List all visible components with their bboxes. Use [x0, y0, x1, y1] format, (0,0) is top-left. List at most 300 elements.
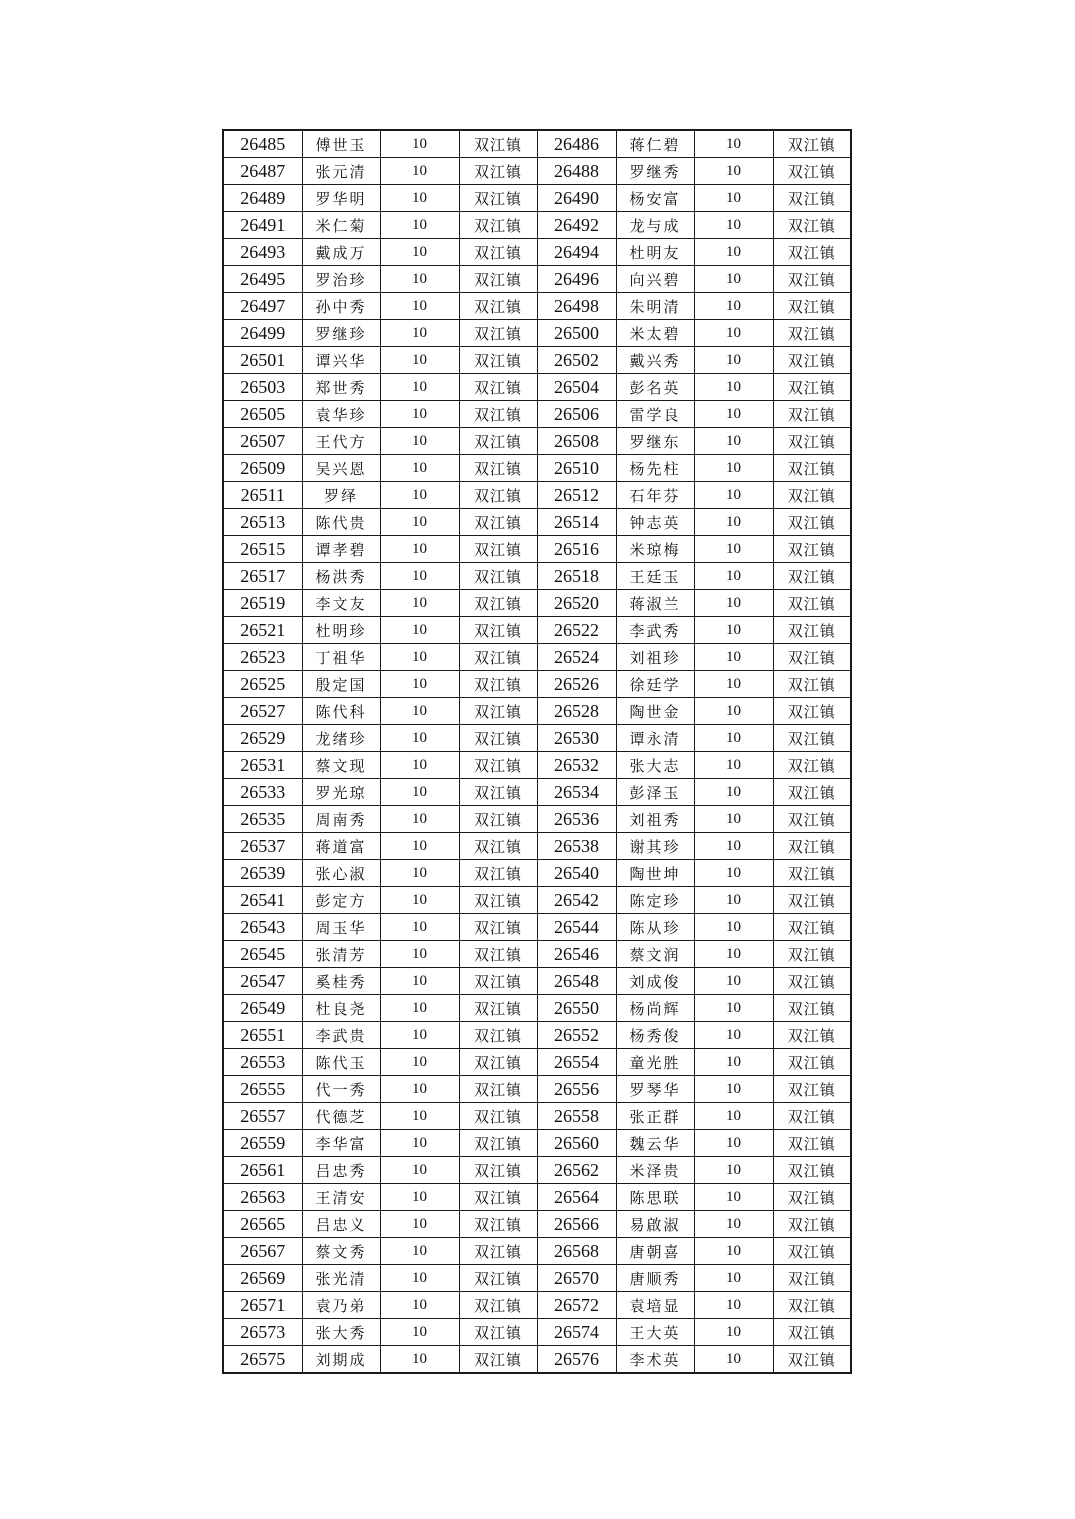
record-number-cell: 26524 — [537, 644, 616, 671]
town-name-cell: 双江镇 — [459, 1292, 537, 1319]
amount-cell: 10 — [694, 1049, 773, 1076]
town-name-cell: 双江镇 — [459, 266, 537, 293]
town-name-cell: 双江镇 — [459, 130, 537, 158]
amount-cell: 10 — [380, 887, 459, 914]
record-number-cell: 26568 — [537, 1238, 616, 1265]
amount-cell: 10 — [380, 914, 459, 941]
town-name-cell: 双江镇 — [773, 455, 851, 482]
person-name-cell: 王大英 — [616, 1319, 694, 1346]
record-number-cell: 26493 — [223, 239, 302, 266]
town-name-cell: 双江镇 — [459, 1049, 537, 1076]
record-number-cell: 26575 — [223, 1346, 302, 1374]
person-name-cell: 蒋淑兰 — [616, 590, 694, 617]
amount-cell: 10 — [694, 536, 773, 563]
town-name-cell: 双江镇 — [459, 671, 537, 698]
record-number-cell: 26528 — [537, 698, 616, 725]
person-name-cell: 陶世金 — [616, 698, 694, 725]
record-number-cell: 26541 — [223, 887, 302, 914]
person-name-cell: 龙与成 — [616, 212, 694, 239]
table-row — [223, 1265, 851, 1292]
amount-cell: 10 — [380, 320, 459, 347]
person-name-cell: 罗继秀 — [616, 158, 694, 185]
town-name-cell: 双江镇 — [459, 158, 537, 185]
amount-cell: 10 — [694, 1022, 773, 1049]
record-number-cell: 26542 — [537, 887, 616, 914]
amount-cell: 10 — [380, 1211, 459, 1238]
record-number-cell: 26545 — [223, 941, 302, 968]
town-name-cell: 双江镇 — [773, 130, 851, 158]
person-name-cell: 张光清 — [302, 1265, 380, 1292]
record-number-cell: 26529 — [223, 725, 302, 752]
person-name-cell: 罗光琼 — [302, 779, 380, 806]
town-name-cell: 双江镇 — [773, 1184, 851, 1211]
amount-cell: 10 — [380, 455, 459, 482]
table-row — [223, 482, 851, 509]
record-number-cell: 26494 — [537, 239, 616, 266]
record-number-cell: 26544 — [537, 914, 616, 941]
amount-cell: 10 — [694, 482, 773, 509]
amount-cell: 10 — [694, 212, 773, 239]
person-name-cell: 蒋道富 — [302, 833, 380, 860]
amount-cell: 10 — [694, 509, 773, 536]
amount-cell: 10 — [694, 806, 773, 833]
amount-cell: 10 — [380, 293, 459, 320]
person-name-cell: 彭定方 — [302, 887, 380, 914]
town-name-cell: 双江镇 — [773, 185, 851, 212]
town-name-cell: 双江镇 — [773, 212, 851, 239]
person-name-cell: 刘成俊 — [616, 968, 694, 995]
person-name-cell: 张大秀 — [302, 1319, 380, 1346]
town-name-cell: 双江镇 — [459, 212, 537, 239]
town-name-cell: 双江镇 — [459, 1076, 537, 1103]
table-row — [223, 1076, 851, 1103]
town-name-cell: 双江镇 — [773, 617, 851, 644]
table-row — [223, 887, 851, 914]
town-name-cell: 双江镇 — [773, 779, 851, 806]
town-name-cell: 双江镇 — [459, 590, 537, 617]
town-name-cell: 双江镇 — [773, 1238, 851, 1265]
record-number-cell: 26536 — [537, 806, 616, 833]
person-name-cell: 彭名英 — [616, 374, 694, 401]
table-row — [223, 239, 851, 266]
table-row — [223, 941, 851, 968]
amount-cell: 10 — [694, 671, 773, 698]
amount-cell: 10 — [694, 644, 773, 671]
record-number-cell: 26573 — [223, 1319, 302, 1346]
amount-cell: 10 — [380, 1103, 459, 1130]
town-name-cell: 双江镇 — [459, 1346, 537, 1374]
table-row — [223, 590, 851, 617]
record-number-cell: 26553 — [223, 1049, 302, 1076]
table-row — [223, 644, 851, 671]
table-row — [223, 1319, 851, 1346]
person-name-cell: 杨安富 — [616, 185, 694, 212]
record-number-cell: 26548 — [537, 968, 616, 995]
person-name-cell: 陈代贵 — [302, 509, 380, 536]
town-name-cell: 双江镇 — [459, 293, 537, 320]
town-name-cell: 双江镇 — [459, 914, 537, 941]
amount-cell: 10 — [380, 617, 459, 644]
record-number-cell: 26519 — [223, 590, 302, 617]
person-name-cell: 谭兴华 — [302, 347, 380, 374]
person-name-cell: 张心淑 — [302, 860, 380, 887]
town-name-cell: 双江镇 — [773, 887, 851, 914]
person-name-cell: 殷定国 — [302, 671, 380, 698]
amount-cell: 10 — [694, 1130, 773, 1157]
person-name-cell: 陈定珍 — [616, 887, 694, 914]
town-name-cell: 双江镇 — [773, 644, 851, 671]
person-name-cell: 罗绎 — [302, 482, 380, 509]
amount-cell: 10 — [380, 563, 459, 590]
person-name-cell: 米琼梅 — [616, 536, 694, 563]
town-name-cell: 双江镇 — [773, 266, 851, 293]
town-name-cell: 双江镇 — [459, 833, 537, 860]
table-row — [223, 752, 851, 779]
town-name-cell: 双江镇 — [773, 914, 851, 941]
amount-cell: 10 — [694, 752, 773, 779]
table-row — [223, 1049, 851, 1076]
town-name-cell: 双江镇 — [773, 1130, 851, 1157]
town-name-cell: 双江镇 — [773, 1292, 851, 1319]
town-name-cell: 双江镇 — [773, 833, 851, 860]
amount-cell: 10 — [380, 590, 459, 617]
person-name-cell: 刘祖珍 — [616, 644, 694, 671]
person-name-cell: 罗继珍 — [302, 320, 380, 347]
person-name-cell: 杜良尧 — [302, 995, 380, 1022]
amount-cell: 10 — [380, 1022, 459, 1049]
record-number-cell: 26540 — [537, 860, 616, 887]
amount-cell: 10 — [694, 914, 773, 941]
record-number-cell: 26520 — [537, 590, 616, 617]
person-name-cell: 罗华明 — [302, 185, 380, 212]
record-number-cell: 26551 — [223, 1022, 302, 1049]
town-name-cell: 双江镇 — [459, 185, 537, 212]
person-name-cell: 易啟淑 — [616, 1211, 694, 1238]
amount-cell: 10 — [694, 320, 773, 347]
record-number-cell: 26526 — [537, 671, 616, 698]
town-name-cell: 双江镇 — [459, 1238, 537, 1265]
amount-cell: 10 — [380, 482, 459, 509]
record-number-cell: 26499 — [223, 320, 302, 347]
table-row — [223, 1022, 851, 1049]
record-number-cell: 26487 — [223, 158, 302, 185]
town-name-cell: 双江镇 — [459, 401, 537, 428]
town-name-cell: 双江镇 — [773, 320, 851, 347]
town-name-cell: 双江镇 — [773, 752, 851, 779]
record-number-cell: 26537 — [223, 833, 302, 860]
amount-cell: 10 — [380, 968, 459, 995]
town-name-cell: 双江镇 — [773, 1319, 851, 1346]
amount-cell: 10 — [380, 239, 459, 266]
town-name-cell: 双江镇 — [773, 158, 851, 185]
record-number-cell: 26490 — [537, 185, 616, 212]
record-number-cell: 26513 — [223, 509, 302, 536]
person-name-cell: 代德芝 — [302, 1103, 380, 1130]
record-number-cell: 26531 — [223, 752, 302, 779]
person-name-cell: 郑世秀 — [302, 374, 380, 401]
town-name-cell: 双江镇 — [773, 1049, 851, 1076]
person-name-cell: 米太碧 — [616, 320, 694, 347]
amount-cell: 10 — [694, 347, 773, 374]
town-name-cell: 双江镇 — [459, 1130, 537, 1157]
record-number-cell: 26533 — [223, 779, 302, 806]
record-number-cell: 26567 — [223, 1238, 302, 1265]
table-row — [223, 914, 851, 941]
record-number-cell: 26507 — [223, 428, 302, 455]
amount-cell: 10 — [694, 266, 773, 293]
roster-table-body — [223, 130, 851, 1373]
person-name-cell: 钟志英 — [616, 509, 694, 536]
record-number-cell: 26521 — [223, 617, 302, 644]
table-row — [223, 1103, 851, 1130]
person-name-cell: 吕忠义 — [302, 1211, 380, 1238]
record-number-cell: 26543 — [223, 914, 302, 941]
person-name-cell: 雷学良 — [616, 401, 694, 428]
person-name-cell: 杜明友 — [616, 239, 694, 266]
table-row — [223, 130, 851, 158]
town-name-cell: 双江镇 — [773, 941, 851, 968]
person-name-cell: 蔡文润 — [616, 941, 694, 968]
person-name-cell: 唐顺秀 — [616, 1265, 694, 1292]
roster-table — [222, 129, 852, 1374]
person-name-cell: 谢其珍 — [616, 833, 694, 860]
record-number-cell: 26571 — [223, 1292, 302, 1319]
town-name-cell: 双江镇 — [773, 374, 851, 401]
town-name-cell: 双江镇 — [773, 698, 851, 725]
amount-cell: 10 — [694, 968, 773, 995]
person-name-cell: 王代方 — [302, 428, 380, 455]
person-name-cell: 袁乃弟 — [302, 1292, 380, 1319]
town-name-cell: 双江镇 — [773, 671, 851, 698]
amount-cell: 10 — [694, 1076, 773, 1103]
record-number-cell: 26550 — [537, 995, 616, 1022]
amount-cell: 10 — [694, 1157, 773, 1184]
amount-cell: 10 — [694, 725, 773, 752]
person-name-cell: 陈思联 — [616, 1184, 694, 1211]
record-number-cell: 26560 — [537, 1130, 616, 1157]
person-name-cell: 米仁菊 — [302, 212, 380, 239]
record-number-cell: 26552 — [537, 1022, 616, 1049]
amount-cell: 10 — [380, 1157, 459, 1184]
person-name-cell: 徐廷学 — [616, 671, 694, 698]
town-name-cell: 双江镇 — [773, 482, 851, 509]
town-name-cell: 双江镇 — [459, 1157, 537, 1184]
person-name-cell: 王清安 — [302, 1184, 380, 1211]
town-name-cell: 双江镇 — [459, 725, 537, 752]
record-number-cell: 26503 — [223, 374, 302, 401]
record-number-cell: 26557 — [223, 1103, 302, 1130]
record-number-cell: 26576 — [537, 1346, 616, 1374]
record-number-cell: 26547 — [223, 968, 302, 995]
amount-cell: 10 — [694, 1292, 773, 1319]
table-row — [223, 1292, 851, 1319]
record-number-cell: 26556 — [537, 1076, 616, 1103]
town-name-cell: 双江镇 — [773, 860, 851, 887]
person-name-cell: 戴兴秀 — [616, 347, 694, 374]
person-name-cell: 唐朝喜 — [616, 1238, 694, 1265]
amount-cell: 10 — [380, 779, 459, 806]
town-name-cell: 双江镇 — [773, 347, 851, 374]
person-name-cell: 王廷玉 — [616, 563, 694, 590]
amount-cell: 10 — [380, 1265, 459, 1292]
table-row — [223, 158, 851, 185]
town-name-cell: 双江镇 — [773, 509, 851, 536]
table-row — [223, 563, 851, 590]
record-number-cell: 26566 — [537, 1211, 616, 1238]
record-number-cell: 26497 — [223, 293, 302, 320]
table-row — [223, 968, 851, 995]
person-name-cell: 陈从珍 — [616, 914, 694, 941]
town-name-cell: 双江镇 — [459, 536, 537, 563]
town-name-cell: 双江镇 — [773, 428, 851, 455]
record-number-cell: 26485 — [223, 130, 302, 158]
table-row — [223, 455, 851, 482]
amount-cell: 10 — [694, 239, 773, 266]
amount-cell: 10 — [380, 941, 459, 968]
record-number-cell: 26515 — [223, 536, 302, 563]
town-name-cell: 双江镇 — [773, 968, 851, 995]
amount-cell: 10 — [380, 1184, 459, 1211]
town-name-cell: 双江镇 — [459, 347, 537, 374]
person-name-cell: 魏云华 — [616, 1130, 694, 1157]
table-row — [223, 806, 851, 833]
person-name-cell: 彭泽玉 — [616, 779, 694, 806]
town-name-cell: 双江镇 — [773, 293, 851, 320]
record-number-cell: 26532 — [537, 752, 616, 779]
town-name-cell: 双江镇 — [459, 509, 537, 536]
table-row — [223, 860, 851, 887]
person-name-cell: 袁华珍 — [302, 401, 380, 428]
person-name-cell: 傅世玉 — [302, 130, 380, 158]
amount-cell: 10 — [380, 130, 459, 158]
town-name-cell: 双江镇 — [459, 941, 537, 968]
amount-cell: 10 — [380, 401, 459, 428]
table-row — [223, 509, 851, 536]
person-name-cell: 周南秀 — [302, 806, 380, 833]
record-number-cell: 26517 — [223, 563, 302, 590]
record-number-cell: 26508 — [537, 428, 616, 455]
amount-cell: 10 — [380, 752, 459, 779]
person-name-cell: 罗继东 — [616, 428, 694, 455]
table-row — [223, 1157, 851, 1184]
person-name-cell: 孙中秀 — [302, 293, 380, 320]
town-name-cell: 双江镇 — [773, 563, 851, 590]
record-number-cell: 26504 — [537, 374, 616, 401]
amount-cell: 10 — [694, 698, 773, 725]
amount-cell: 10 — [380, 860, 459, 887]
amount-cell: 10 — [694, 455, 773, 482]
record-number-cell: 26486 — [537, 130, 616, 158]
table-row — [223, 266, 851, 293]
person-name-cell: 杨先柱 — [616, 455, 694, 482]
person-name-cell: 吕忠秀 — [302, 1157, 380, 1184]
amount-cell: 10 — [380, 833, 459, 860]
person-name-cell: 戴成万 — [302, 239, 380, 266]
town-name-cell: 双江镇 — [773, 725, 851, 752]
person-name-cell: 张清芳 — [302, 941, 380, 968]
record-number-cell: 26530 — [537, 725, 616, 752]
table-row — [223, 401, 851, 428]
table-row — [223, 536, 851, 563]
table-row — [223, 995, 851, 1022]
town-name-cell: 双江镇 — [773, 536, 851, 563]
amount-cell: 10 — [380, 1292, 459, 1319]
person-name-cell: 刘期成 — [302, 1346, 380, 1374]
amount-cell: 10 — [694, 1184, 773, 1211]
town-name-cell: 双江镇 — [459, 239, 537, 266]
record-number-cell: 26500 — [537, 320, 616, 347]
person-name-cell: 童光胜 — [616, 1049, 694, 1076]
table-row — [223, 1184, 851, 1211]
person-name-cell: 奚桂秀 — [302, 968, 380, 995]
record-number-cell: 26565 — [223, 1211, 302, 1238]
person-name-cell: 谭永清 — [616, 725, 694, 752]
person-name-cell: 罗琴华 — [616, 1076, 694, 1103]
amount-cell: 10 — [380, 995, 459, 1022]
town-name-cell: 双江镇 — [459, 644, 537, 671]
record-number-cell: 26495 — [223, 266, 302, 293]
person-name-cell: 陈代科 — [302, 698, 380, 725]
table-row — [223, 1346, 851, 1374]
amount-cell: 10 — [694, 860, 773, 887]
amount-cell: 10 — [694, 941, 773, 968]
person-name-cell: 罗治珍 — [302, 266, 380, 293]
amount-cell: 10 — [380, 212, 459, 239]
record-number-cell: 26538 — [537, 833, 616, 860]
amount-cell: 10 — [694, 1238, 773, 1265]
amount-cell: 10 — [694, 1346, 773, 1374]
town-name-cell: 双江镇 — [459, 1022, 537, 1049]
table-row — [223, 671, 851, 698]
record-number-cell: 26489 — [223, 185, 302, 212]
town-name-cell: 双江镇 — [459, 320, 537, 347]
person-name-cell: 杨秀俊 — [616, 1022, 694, 1049]
person-name-cell: 张正群 — [616, 1103, 694, 1130]
person-name-cell: 李文友 — [302, 590, 380, 617]
record-number-cell: 26506 — [537, 401, 616, 428]
person-name-cell: 蔡文秀 — [302, 1238, 380, 1265]
person-name-cell: 李武贵 — [302, 1022, 380, 1049]
table-row — [223, 320, 851, 347]
record-number-cell: 26555 — [223, 1076, 302, 1103]
record-number-cell: 26525 — [223, 671, 302, 698]
amount-cell: 10 — [694, 1265, 773, 1292]
record-number-cell: 26514 — [537, 509, 616, 536]
person-name-cell: 蔡文现 — [302, 752, 380, 779]
record-number-cell: 26558 — [537, 1103, 616, 1130]
amount-cell: 10 — [694, 590, 773, 617]
person-name-cell: 陶世坤 — [616, 860, 694, 887]
person-name-cell: 代一秀 — [302, 1076, 380, 1103]
amount-cell: 10 — [694, 779, 773, 806]
record-number-cell: 26561 — [223, 1157, 302, 1184]
record-number-cell: 26501 — [223, 347, 302, 374]
town-name-cell: 双江镇 — [459, 1319, 537, 1346]
record-number-cell: 26539 — [223, 860, 302, 887]
town-name-cell: 双江镇 — [459, 482, 537, 509]
town-name-cell: 双江镇 — [459, 968, 537, 995]
table-row — [223, 293, 851, 320]
town-name-cell: 双江镇 — [459, 1265, 537, 1292]
person-name-cell: 谭孝碧 — [302, 536, 380, 563]
record-number-cell: 26509 — [223, 455, 302, 482]
amount-cell: 10 — [380, 1319, 459, 1346]
table-row — [223, 698, 851, 725]
amount-cell: 10 — [694, 617, 773, 644]
record-number-cell: 26527 — [223, 698, 302, 725]
person-name-cell: 周玉华 — [302, 914, 380, 941]
record-number-cell: 26512 — [537, 482, 616, 509]
